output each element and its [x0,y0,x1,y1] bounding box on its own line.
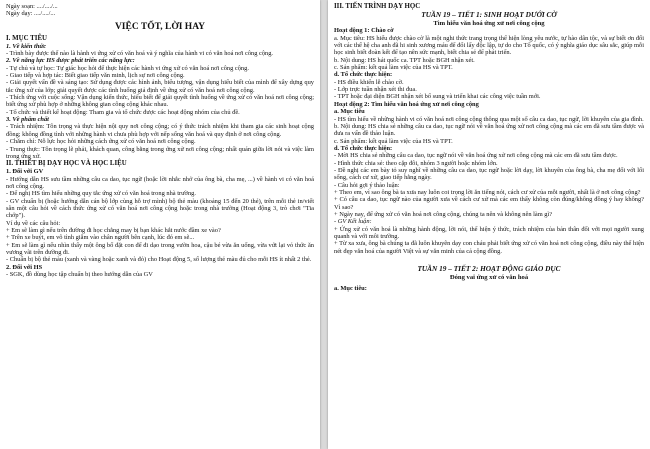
paragraph: + Em sẽ làm gì nếu nhìn thấy một ông bố đặt con để đi dạo trong vườn hoa, cậu bé vừa ăn uống, vừa vứt lại vỏ thức ăn vương vãi trên đường đi. [6,241,314,256]
paragraph: - Lớp trực tuần nhận xét thi đua. [334,86,417,94]
subheading-students: 2. Đối với HS [6,263,43,271]
subheading-knowledge: 1. Về kiến thức [6,42,47,50]
activity-heading: Hoạt động 2: Tìm hiểu văn hoá ứng xử nơi công cộng [334,100,479,108]
paragraph: - Trung thực: Tôn trọng lẽ phải, khách quan, công bằng trong ứng xử nơi công cộng; nhất quán giữa lời nói và việc làm trong ứng xử. [6,145,314,160]
paragraph: b. Nội dung: HS hát quốc ca. TPT hoặc BGH nhận xét. [334,56,475,64]
paragraph: - Giải quyết vấn đề và sáng tạo: Sử dụng được các hình ảnh, biểu tượng, vận dụng hiểu biết của mình để xây dựng quy tắc ứng xử của lớp; giải quyết được các tình huống giả định về ứng xử có văn hoá nơi công cộng. [6,79,314,94]
paragraph: + Từ xa xưa, ông bà chúng ta đã luôn khuyên dạy con cháu phải biết ứng xử có văn hoá nơi công cộng, điều này thể hiện nét đẹp văn hoá của người Việt và sự văn minh của cả cộng đồng. [334,240,644,255]
lesson-subtitle-2: Đóng vai ứng xử có văn hoá [449,273,529,281]
paragraph: - Trách nhiệm: Tôn trọng và thực hiện nội quy nơi công cộng; có ý thức trách nhiệm khi tham gia các sinh hoạt cộng đồng; không đồng tình với những hành vi chưa phù hợp với nếp sống văn hoá và quy định ở nơi công cộng. [6,123,314,138]
lesson-subtitle-1: Tìm hiểu văn hoá ứng xử nơi công cộng [433,19,545,27]
paragraph: - Giao tiếp và hợp tác: Biết giao tiếp văn minh, lịch sự nơi công cộng. [6,72,185,80]
left-page[interactable] [0,0,320,449]
paragraph: - Câu hỏi gợi ý thảo luận: [334,181,400,189]
paragraph: - Tổ chức và thiết kế hoạt động: Tham gia và tổ chức được các hoạt động nhóm của chủ đề. [6,108,240,116]
page-title: VIỆC TỐT, LỜI HAY [114,21,206,32]
lesson-heading-2: TUẦN 19 – TIẾT 2: HOẠT ĐỘNG GIÁO DỤC [417,264,561,274]
paragraph: + Trên xe buýt, em vô tình giẫm vào chân người bên cạnh, lúc đó em sẽ... [6,234,195,242]
paragraph: - Tự chủ và tự học: Tự giác học hỏi để thực hiện các hành vi ứng xử có văn hoá nơi công cộng. [6,64,249,72]
paragraph: - GV Kết luận: [334,218,372,226]
paragraph: d. Tổ chức thực hiện: [334,144,393,152]
paragraph: + Em sẽ làm gì nếu trên đường đi học chẳng may bị bạn khác hắt nước đầm xe vào? [6,226,221,234]
paragraph: + Ứng xử có văn hoá là những hành động, lời nói, thể hiện ý thức, trách nhiệm của bản thân đối với mọi người xung quanh và với môi trường. [334,225,644,241]
paragraph: - Trình bày được thế nào là hành vi ứng xử có văn hoá và ý nghĩa của hành vi có văn hoá nơi công cộng. [6,50,274,58]
paragraph: - Chăm chỉ: Nỗ lực học hỏi những cách ứng xử có văn hoá nơi công cộng. [6,138,196,146]
paragraph: + Có câu ca dao, tục ngữ nào của người xưa về cách cư xử mà các em thấy không còn đúng/không đồng ý hay không? Vì sao? [334,196,644,211]
lesson-heading-1: TUẦN 19 – TIẾT 1: SINH HOẠT DƯỚI CỜ [421,10,557,19]
paragraph: - GV chuẩn bị (hoặc hướng dẫn cán bộ lớp cùng hỗ trợ mình) bộ thẻ màu (khoảng 15 đến 20 thẻ), trên mỗi thẻ in/viết sẵn một câu hỏi về cách thức ứng xử có văn hoá nơi công cộng hoặc trong nhà trường (Hoạt động 3, trò chơi "Tia chớp"). [6,197,314,220]
subheading-competence: 2. Về năng lực HS được phát triển các năng lực: [6,57,135,65]
paragraph: - TPT hoặc đại diện BGH nhận xét bổ sung và triển khai các công việc tuần mới. [334,93,541,101]
paragraph: b. Nội dung: HS chia sẻ những câu ca dao, tục ngữ nói về văn hoá ứng xử nơi công cộng mà các em đã sưu tầm được và đưa ra vấn đề thảo luận. [334,122,644,138]
paragraph: + Theo em, vì sao ông bà ta xưa nay luôn coi trọng lời ăn tiếng nói, cách cư xử của mỗi người, nhất là ở nơi công cộng? [334,188,641,196]
section-heading-objectives: I. MỤC TIÊU [6,34,48,42]
paragraph: - Đề nghị các em bày tỏ suy nghĩ về những câu ca dao, tục ngữ hoặc lời dạy, lời khuyên của ông bà, cha mẹ đối với lối sống, cách cư xử, giao tiếp hằng ngày. [334,166,644,182]
date-teaching: Ngày dạy: ..../..../... [6,10,56,18]
paragraph: a. Mục tiêu: HS hiểu được chào cờ là một nghi thức trang trọng thể hiện lòng yêu nước, tự hào dân tộc, và sự biết ơn đối với các thế hệ cha anh đã hi sinh xương máu để đổi lấy độc lập, tự do cho Tổ quốc, có ý nghĩa giáo dục sâu sắc, giúp mỗi học sinh biết đoàn kết để tạo nên sức mạnh, biết chia sẻ để phát triển. [334,34,644,57]
paragraph: - HS điều khiển lễ chào cờ. [334,78,404,86]
paragraph: - Thích ứng với cuộc sống: Vận dụng kiến thức, hiểu biết để giải quyết tình huống về ứng xử có văn hoá nơi công cộng; biết ứng xử phù hợp ở những không gian công cộng khác nhau. [6,94,314,109]
paragraph: c. Sản phẩm: kết quả làm việc của HS và TPT. [334,64,453,72]
paragraph: Ví dụ về các câu hỏi: [6,219,61,227]
paragraph: - SGK, đồ dùng học tập chuẩn bị theo hướng dẫn của GV [6,271,153,278]
paragraph: - Để nghị HS tìm hiểu những quy tắc ứng xử có văn hoá trong nhà trường. [6,190,196,198]
activity-heading: Hoạt động 1: Chào cờ [334,27,394,35]
section-heading-materials: II. THIẾT BỊ DẠY HỌC VÀ HỌC LIỆU [6,160,127,168]
paragraph: - Chuẩn bị bộ thẻ màu (xanh và vàng hoặc xanh và đỏ) cho Hoạt động 5, số lượng thẻ màu đủ cho mỗi HS ít nhất 2 thẻ. [6,256,312,264]
paragraph: d. Tổ chức thực hiện: [334,71,393,79]
paragraph: + Ngày nay, để ứng xử có văn hoá nơi công cộng, chúng ta nên và không nên làm gì? [334,210,553,218]
right-page[interactable] [328,0,650,449]
paragraph: a. Mục tiêu: [334,285,367,293]
paragraph: - Mời HS chia sẻ những câu ca dao, tục ngữ nói về văn hoá ứng xử nơi công cộng mà các em đã sưu tầm được. [334,152,618,160]
paragraph: a. Mục tiêu [334,108,365,116]
subheading-qualities: 3. Về phẩm chất [6,116,49,124]
section-heading-procedure: III. TIẾN TRÌNH DẠY HỌC [334,3,421,10]
paragraph: - HS tìm hiểu về những hành vi có văn hoá nơi công cộng thông qua một số câu ca dao, tục ngữ, lời khuyên của gia đình. [334,115,644,123]
paragraph: - Hướng dẫn HS sưu tầm những câu ca dao, tục ngữ (hoặc lời nhắc nhở của ông bà, cha mẹ, ...) về hành vi có văn hoá nơi công cộng. [6,175,314,190]
paragraph: - Hình thức chia sẻ: theo cặp đôi, nhóm 3 người hoặc nhóm lớn. [334,159,498,167]
date-prepared: Ngày soạn: ..../..../... [6,3,58,10]
paragraph: c. Sản phẩm: kết quả làm việc của HS và TPT. [334,137,453,145]
subheading-teacher: 1. Đối với GV [6,168,44,176]
